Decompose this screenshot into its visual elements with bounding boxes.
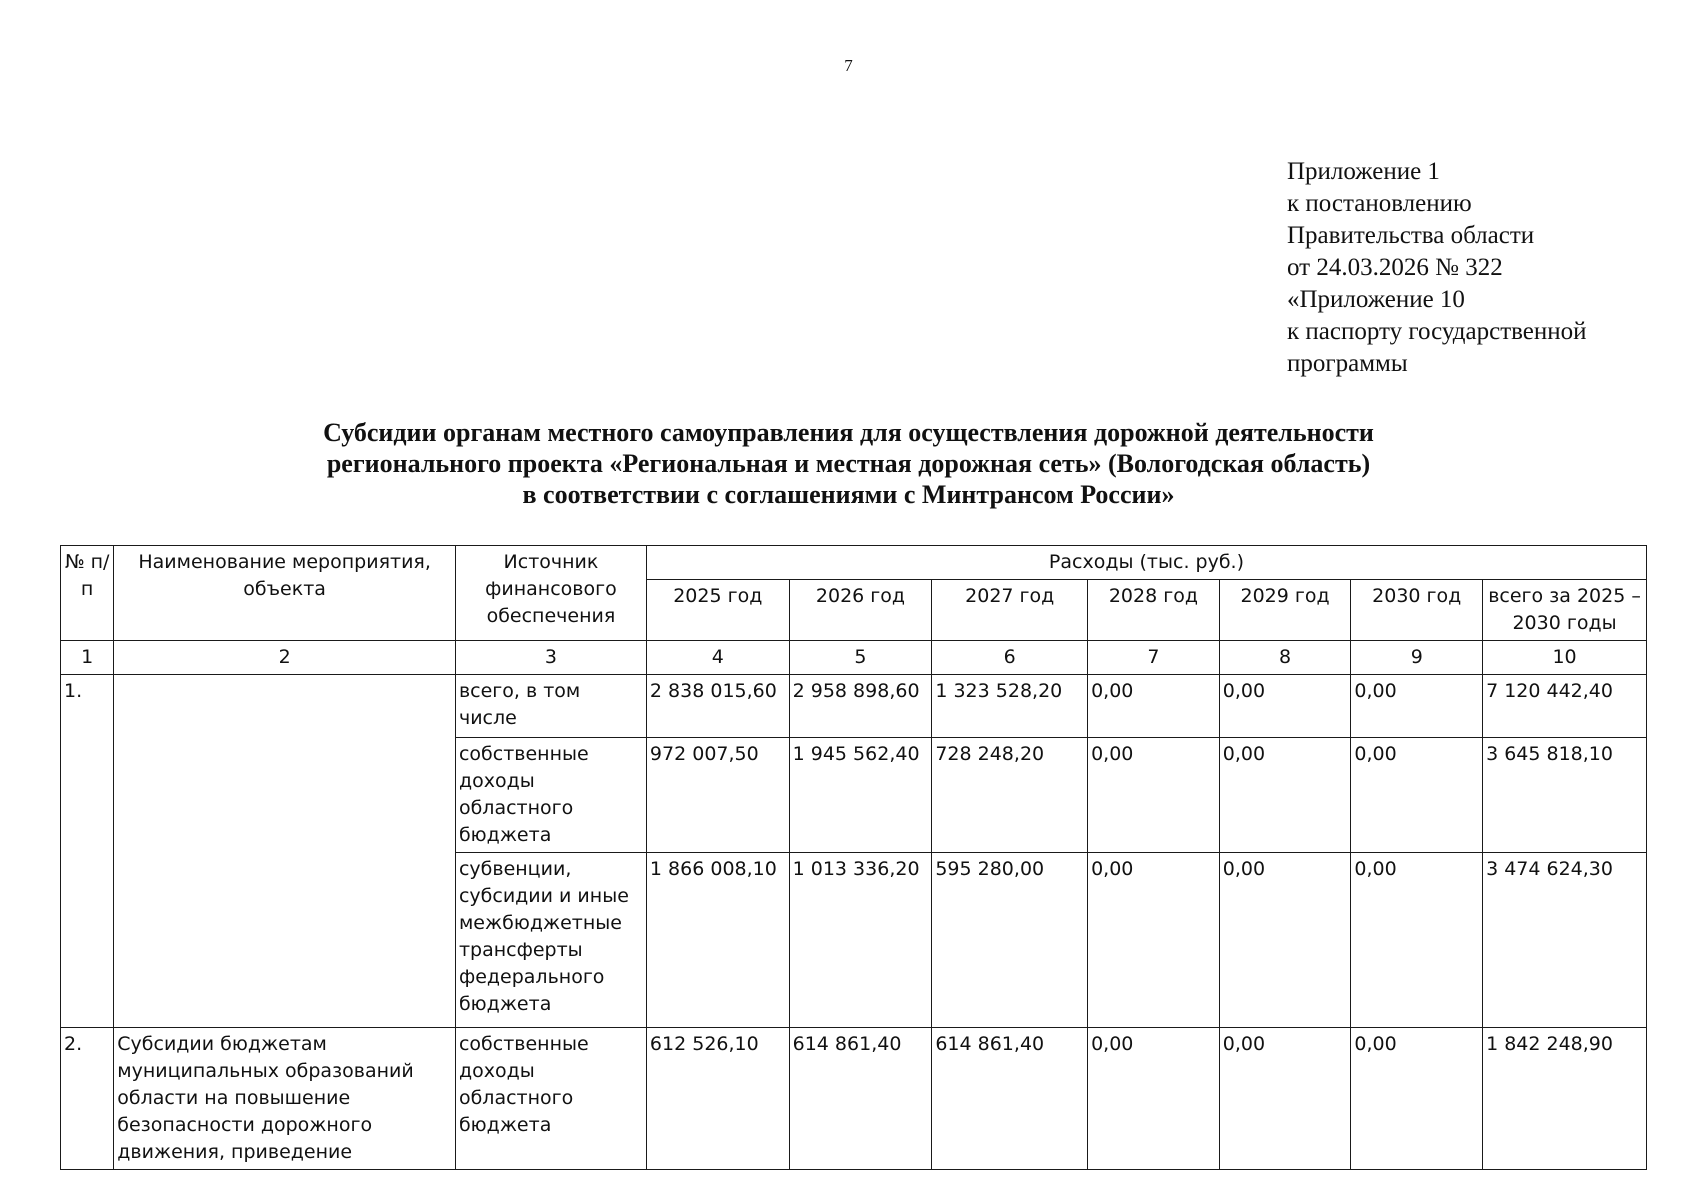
header-year: 2029 год [1219, 580, 1351, 641]
column-number: 6 [932, 641, 1088, 675]
value-cell: 0,00 [1219, 675, 1351, 738]
value-cell: 0,00 [1219, 1028, 1351, 1170]
title-line: Субсидии органам местного самоуправления для осуществления дорожной деятельности [323, 418, 1374, 447]
title-line: в соответствии с соглашениями с Минтрансом России» [522, 480, 1175, 509]
column-number: 3 [455, 641, 646, 675]
column-number: 5 [789, 641, 932, 675]
row-source: собственные доходы областного бюджета [455, 1028, 646, 1170]
total-cell: 1 842 248,90 [1483, 1028, 1647, 1170]
appendix-line: от 24.03.2026 № 322 [1287, 254, 1503, 281]
value-cell: 2 838 015,60 [646, 675, 789, 738]
appendix-line: Приложение 1 [1287, 158, 1440, 185]
total-cell: 3 645 818,10 [1483, 738, 1647, 853]
appendix-block [1287, 156, 1587, 380]
row-source: всего, в том числе [455, 675, 646, 738]
column-numbers-row [61, 641, 1647, 675]
column-number: 8 [1219, 641, 1351, 675]
header-name: Наименование мероприятия, объекта [114, 546, 456, 641]
value-cell: 595 280,00 [932, 853, 1088, 1028]
value-cell: 0,00 [1219, 853, 1351, 1028]
value-cell: 0,00 [1088, 1028, 1220, 1170]
budget-table [60, 545, 1647, 1170]
header-year: 2030 год [1351, 580, 1483, 641]
header-expenses: Расходы (тыс. руб.) [646, 546, 1646, 580]
column-number: 9 [1351, 641, 1483, 675]
appendix-line: программы [1287, 350, 1408, 377]
row-name [114, 675, 456, 1028]
table-row [61, 675, 1647, 738]
header-row [61, 546, 1647, 580]
value-cell: 0,00 [1088, 738, 1220, 853]
total-cell: 3 474 624,30 [1483, 853, 1647, 1028]
row-number: 2. [61, 1028, 114, 1170]
value-cell: 614 861,40 [789, 1028, 932, 1170]
header-source: Источник финансового обеспечения [455, 546, 646, 641]
column-number: 4 [646, 641, 789, 675]
header-year: 2027 год [932, 580, 1088, 641]
row-name: Субсидии бюджетам муниципальных образований области на повышение безопасности дорожного движения, приведение [114, 1028, 456, 1170]
value-cell: 728 248,20 [932, 738, 1088, 853]
row-number: 1. [61, 675, 114, 1028]
column-number: 10 [1483, 641, 1647, 675]
table-row [61, 1028, 1647, 1170]
appendix-line: к паспорту государственной [1287, 318, 1587, 345]
value-cell: 0,00 [1219, 738, 1351, 853]
appendix-line: «Приложение 10 [1287, 286, 1465, 313]
row-source: собственные доходы областного бюджета [455, 738, 646, 853]
value-cell: 1 323 528,20 [932, 675, 1088, 738]
value-cell: 0,00 [1351, 738, 1483, 853]
column-number: 1 [61, 641, 114, 675]
appendix-line: Правительства области [1287, 222, 1535, 249]
title-line: регионального проекта «Региональная и местная дорожная сеть» (Вологодская область) [326, 449, 1371, 478]
column-number: 7 [1088, 641, 1220, 675]
page-number: 7 [844, 56, 853, 75]
column-number: 2 [114, 641, 456, 675]
value-cell: 0,00 [1088, 853, 1220, 1028]
total-cell: 7 120 442,40 [1483, 675, 1647, 738]
value-cell: 0,00 [1351, 853, 1483, 1028]
value-cell: 1 013 336,20 [789, 853, 932, 1028]
value-cell: 0,00 [1351, 675, 1483, 738]
header-year: 2026 год [789, 580, 932, 641]
document-title [0, 417, 1697, 510]
value-cell: 2 958 898,60 [789, 675, 932, 738]
value-cell: 1 866 008,10 [646, 853, 789, 1028]
header-year: 2025 год [646, 580, 789, 641]
row-source: субвенции, субсидии и иные межбюджетные трансферты федерального бюджета [455, 853, 646, 1028]
value-cell: 0,00 [1351, 1028, 1483, 1170]
value-cell: 614 861,40 [932, 1028, 1088, 1170]
value-cell: 612 526,10 [646, 1028, 789, 1170]
header-year: 2028 год [1088, 580, 1220, 641]
value-cell: 1 945 562,40 [789, 738, 932, 853]
header-num: № п/п [61, 546, 114, 641]
header-total: всего за 2025 – 2030 годы [1483, 580, 1647, 641]
appendix-line: к постановлению [1287, 190, 1472, 217]
value-cell: 0,00 [1088, 675, 1220, 738]
value-cell: 972 007,50 [646, 738, 789, 853]
